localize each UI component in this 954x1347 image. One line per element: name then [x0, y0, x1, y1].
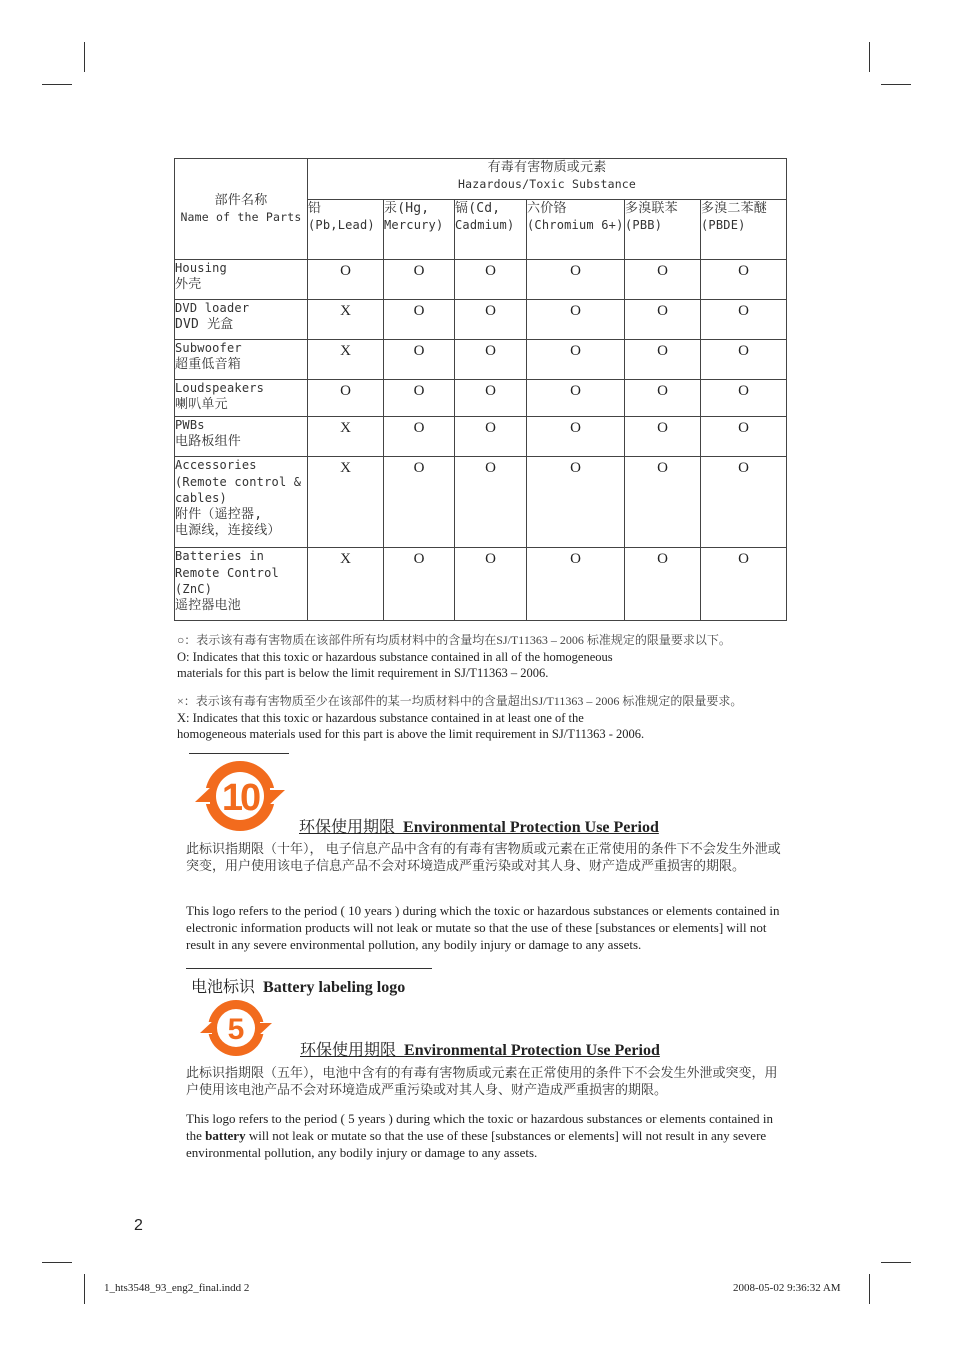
battery-title: [191, 974, 405, 997]
part-name-line: 电路板组件: [175, 433, 242, 449]
part-name-line: 外壳: [175, 276, 202, 292]
substance-value-cell: O: [625, 457, 701, 548]
part-name-cell: [175, 457, 308, 548]
section-rule: [189, 753, 289, 754]
epup-10-logo: [192, 756, 288, 832]
substance-zh: 多溴二苯醚: [701, 201, 768, 216]
substance-value-cell: O: [384, 417, 455, 457]
substance-value-cell: O: [527, 417, 625, 457]
substance-value-cell: O: [527, 340, 625, 380]
battery-title-zh: 电池标识: [191, 977, 256, 996]
crop-mark: [881, 84, 911, 85]
substance-value-cell: O: [527, 380, 625, 417]
footer-datetime: 2008-05-02 9:36:32 AM: [733, 1282, 841, 1294]
substance-value-cell: O: [527, 260, 625, 300]
parts-header-en: Name of the Parts: [180, 210, 302, 224]
substance-value-cell: X: [308, 340, 384, 380]
epup-10-paragraph-en: This logo refers to the period ( 10 years ) during which the toxic or hazardous substances or elements contained in electronic information products will not leak or mutate so that the use of these [substances or elements] will not result in any severe environmental pollution, any bodily injury or damage to any assets.: [186, 903, 780, 952]
substance-header: [527, 200, 625, 260]
x-note-zh: ×：表示该有毒有害物质至少在该部件的某一均质材料中的含量超出SJ/T11363 – 2006 标准规定的限量要求。: [177, 694, 743, 708]
substance-value-cell: O: [625, 300, 701, 340]
substance-header: [455, 200, 527, 260]
part-name-line: Accessories: [175, 458, 257, 472]
battery-title-en: Battery labeling logo: [263, 979, 406, 996]
substance-value-cell: O: [384, 340, 455, 380]
table-row: [175, 380, 787, 417]
o-note-en-2: materials for this part is below the limit requirement in SJ/T11363 – 2006.: [177, 666, 549, 680]
x-note: [177, 693, 797, 743]
substance-value-cell: O: [384, 380, 455, 417]
part-name-cell: [175, 300, 308, 340]
substance-value-cell: O: [527, 300, 625, 340]
part-name-cell: [175, 380, 308, 417]
part-name-line: (Remote control &: [175, 474, 302, 489]
x-note-en-2: homogeneous materials used for this part is above the limit requirement in SJ/T11363 - 2006.: [177, 727, 645, 741]
substance-value-cell: O: [455, 340, 527, 380]
part-name-line: 超重低音箱: [175, 356, 242, 372]
substance-value-cell: O: [384, 457, 455, 548]
battery-paragraph-en-bold: battery: [205, 1128, 246, 1143]
battery-heading: [300, 1037, 660, 1060]
substance-value-cell: O: [701, 300, 787, 340]
part-name-line: 电源线，连接线）: [175, 523, 281, 538]
substance-zh: 六价铬: [527, 201, 567, 216]
battery-heading-zh: 环保使用期限: [300, 1040, 397, 1059]
substance-value-cell: O: [625, 380, 701, 417]
hazard-header-en: Hazardous/Toxic Substance: [457, 177, 637, 191]
substance-header: [384, 200, 455, 260]
table-row: [175, 300, 787, 340]
part-name-line: Batteries in: [175, 549, 265, 563]
substance-value-cell: O: [308, 260, 384, 300]
substance-zh: 铅: [308, 201, 322, 216]
substance-value-cell: O: [625, 548, 701, 621]
substance-value-cell: O: [701, 340, 787, 380]
substance-en: (Pb,Lead): [308, 218, 375, 232]
part-name-line: 喇叭单元: [175, 396, 228, 412]
crop-mark: [84, 1274, 85, 1304]
table-row: [175, 340, 787, 380]
hazardous-substance-table: [174, 158, 787, 621]
substance-header: [701, 200, 787, 260]
substance-value-cell: O: [455, 457, 527, 548]
crop-mark: [881, 1262, 911, 1263]
part-name-line: DVD loader: [175, 301, 250, 315]
substance-en: (Chromium 6+): [527, 218, 624, 232]
epup-10-logo-number: 10: [221, 777, 259, 819]
substance-en: Mercury): [384, 218, 444, 232]
battery-paragraph-en-part: will not leak or mutate so that the use of these [substances or elements] will not result in any severe environmental pollution, any bodily injury or damage to any assets.: [186, 1128, 767, 1160]
hazard-header: [308, 159, 787, 200]
parts-header: [175, 159, 308, 260]
substance-value-cell: O: [527, 548, 625, 621]
substance-value-cell: O: [308, 380, 384, 417]
substance-value-cell: O: [384, 300, 455, 340]
part-name-line: Remote Control: [175, 565, 279, 580]
part-name-line: Loudspeakers: [175, 381, 265, 395]
x-note-en-1: X: Indicates that this toxic or hazardous substance contained in at least one of the: [177, 710, 584, 725]
part-name-line: 遥控器电池: [175, 597, 242, 613]
part-name-line: (ZnC): [175, 582, 213, 596]
substance-value-cell: O: [384, 548, 455, 621]
substance-value-cell: O: [384, 260, 455, 300]
part-name-cell: [175, 260, 308, 300]
hazard-header-zh: 有毒有害物质或元素: [487, 160, 607, 175]
battery-5-logo-number: 5: [227, 1013, 245, 1046]
table-row: [175, 417, 787, 457]
substance-value-cell: O: [701, 457, 787, 548]
substance-zh: 汞(Hg,: [384, 201, 430, 216]
part-name-line: Subwoofer: [175, 341, 242, 355]
substance-value-cell: O: [527, 457, 625, 548]
substance-value-cell: O: [701, 380, 787, 417]
part-name-line: Housing: [175, 261, 227, 275]
o-note-zh: ○：表示该有毒有害物质在该部件所有均质材料中的含量均在SJ/T11363 – 2006 标准规定的限量要求以下。: [177, 633, 731, 647]
epup-10-paragraph-zh: 此标识指期限（十年）， 电子信息产品中含有的有毒有害物质或元素在正常使用的条件下不会发生外泄或突变，用户使用该电子信息产品不会对环境造成严重污染或对其人身、财产造成严重损害的期限。: [186, 841, 781, 873]
substance-en: Cadmium): [455, 218, 515, 232]
crop-mark: [42, 1262, 72, 1263]
substance-value-cell: O: [701, 548, 787, 621]
substance-zh: 镉(Cd,: [455, 201, 501, 216]
substance-value-cell: O: [455, 417, 527, 457]
part-name-line: PWBs: [175, 418, 205, 432]
o-note: [177, 632, 797, 682]
substance-en: (PBDE): [701, 218, 746, 232]
crop-mark: [42, 84, 72, 85]
battery-5-logo: [198, 996, 274, 1058]
substance-value-cell: X: [308, 417, 384, 457]
substance-en: (PBB): [625, 218, 663, 232]
substance-value-cell: O: [455, 260, 527, 300]
substance-value-cell: X: [308, 300, 384, 340]
crop-mark: [84, 42, 85, 72]
battery-paragraph-en-part: This logo refers to the period ( 5 years ) during which the toxic or hazardous substances or elements contained in the: [186, 1111, 773, 1143]
substance-value-cell: O: [701, 260, 787, 300]
substance-value-cell: X: [308, 457, 384, 548]
substance-value-cell: O: [625, 260, 701, 300]
crop-mark: [869, 1274, 870, 1304]
battery-paragraph-en: [186, 1110, 786, 1161]
substance-value-cell: X: [308, 548, 384, 621]
epup-10-heading-en: Environmental Protection Use Period: [403, 819, 659, 836]
crop-mark: [869, 42, 870, 72]
footer-file: 1_hts3548_93_eng2_final.indd 2: [104, 1282, 250, 1294]
part-name-cell: [175, 340, 308, 380]
battery-paragraph-zh: 此标识指期限（五年），电池中含有的有毒有害物质或元素在正常使用的条件下不会发生外泄或突变，用户使用该电池产品不会对环境造成严重污染或对其人身、财产造成严重损害的期限。: [186, 1065, 778, 1097]
substance-value-cell: O: [455, 548, 527, 621]
part-name-line: DVD 光盒: [175, 316, 234, 332]
epup-10-heading: [299, 814, 659, 837]
part-name-cell: [175, 548, 308, 621]
o-note-en-1: O: Indicates that this toxic or hazardous substance contained in all of the homogeneous: [177, 649, 613, 664]
substance-value-cell: O: [455, 380, 527, 417]
substance-header: [625, 200, 701, 260]
part-name-line: cables): [175, 491, 227, 505]
substance-value-cell: O: [701, 417, 787, 457]
page-number: 2: [134, 1217, 143, 1234]
epup-10-heading-zh: 环保使用期限: [299, 817, 396, 836]
part-name-line: 附件（遥控器,: [175, 506, 263, 522]
part-name-cell: [175, 417, 308, 457]
substance-value-cell: O: [625, 417, 701, 457]
substance-header: [308, 200, 384, 260]
substance-zh: 多溴联苯: [625, 201, 678, 216]
substance-value-cell: O: [625, 340, 701, 380]
substance-value-cell: O: [455, 300, 527, 340]
battery-heading-en: Environmental Protection Use Period: [404, 1042, 660, 1059]
table-row: [175, 457, 787, 548]
table-row: [175, 548, 787, 621]
parts-header-zh: 部件名称: [214, 193, 268, 208]
battery-rule: [186, 968, 432, 969]
table-row: [175, 260, 787, 300]
